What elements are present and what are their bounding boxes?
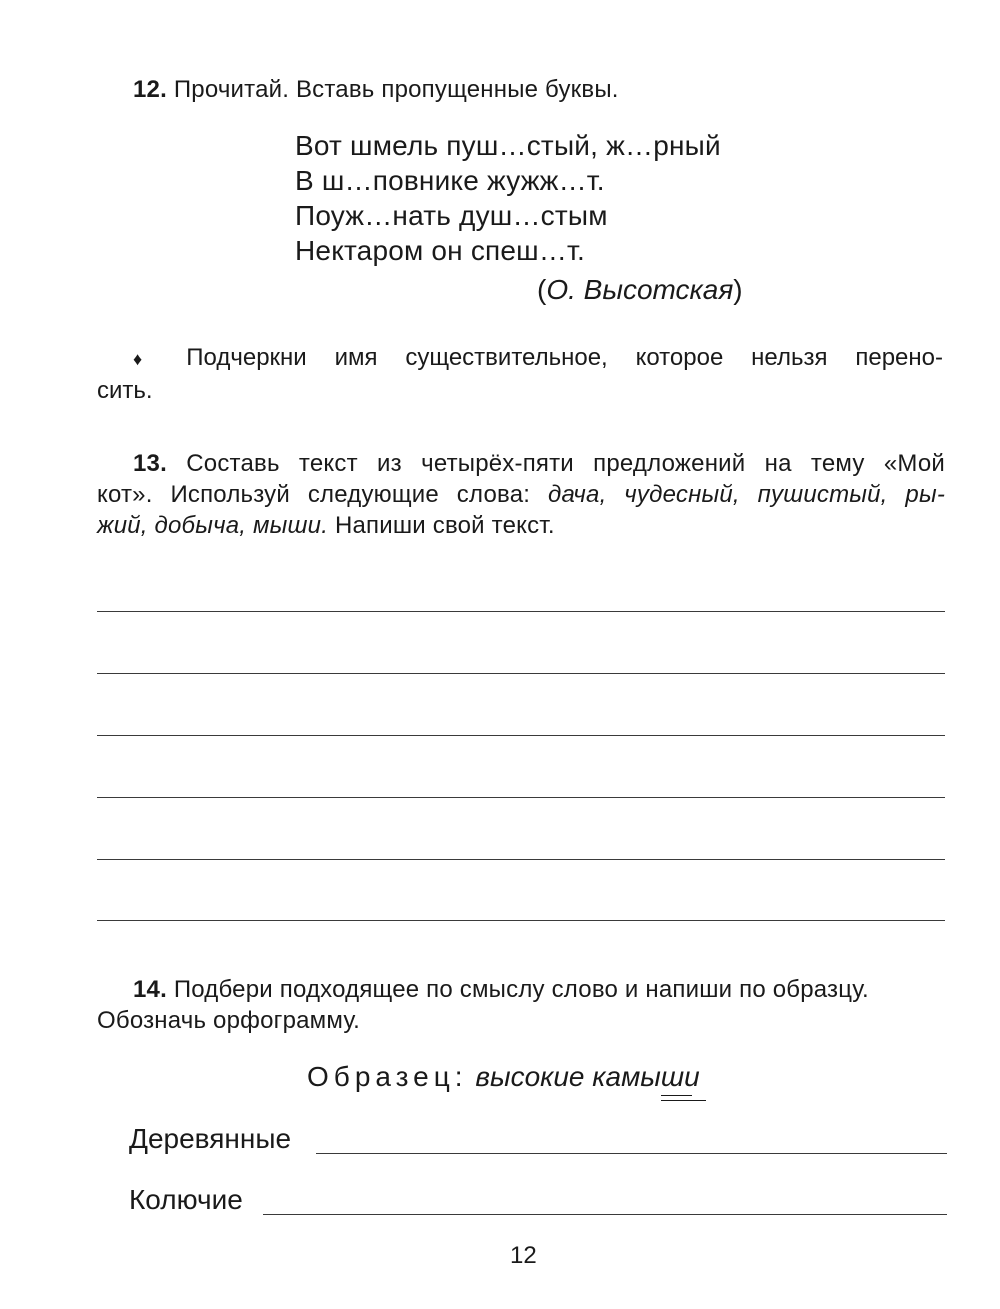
task12-subtask [97,342,943,407]
orthogram-underline [661,1095,692,1096]
writing-line[interactable] [97,859,945,860]
answer-line[interactable] [316,1153,947,1154]
writing-line[interactable] [97,797,945,798]
page-number: 12 [510,1242,537,1269]
task13-line [97,479,945,510]
diamond-bullet-icon: ♦ [133,349,159,369]
task13-number: 13. [133,450,167,477]
task14-line [97,974,957,1005]
task12-heading [133,74,619,105]
task14-text [97,974,957,1036]
fill-label-1: Деревянные [129,1123,292,1154]
task13-text [97,448,945,541]
author-close-paren: ) [733,274,743,305]
poem [295,128,721,268]
task13-words: дача, чудесный, пушистый, ры- [548,481,946,508]
poem-line: Вот шмель пуш…стый, ж…рный [295,130,721,161]
sample-label: Образец: [307,1061,468,1092]
sample-orthogram [661,1060,700,1094]
poem-author [537,272,743,307]
sample [307,1060,700,1094]
orthogram-letters: ши [660,1061,700,1092]
poem-line: В ш…повнике жужж…т. [295,165,605,196]
task12-number: 12. [133,76,167,103]
sample-word: высокие камы [475,1061,661,1092]
writing-line[interactable] [97,673,945,674]
orthogram-underline-ext [683,1100,706,1101]
author-open-paren: ( [537,274,547,305]
task13-words-cont: жий, добыча, мыши. [97,512,329,539]
author-name: О. Высотская [546,274,734,305]
task12-instruction: Прочитай. Вставь пропущенные буквы. [166,76,619,103]
task14-number: 14. [133,976,167,1003]
writing-line[interactable] [97,920,945,921]
subtask-line [133,342,943,375]
poem-line: Поуж…нать душ…стым [295,200,608,231]
task13-instruction-end: Напиши свой текст. [328,512,555,539]
poem-line: Нектаром он спеш…т. [295,235,585,266]
subtask-text: Подчеркни имя существительное, которое нельзя перено- [186,344,943,371]
answer-line[interactable] [263,1214,947,1215]
task13-line [97,448,945,479]
task13-line [97,510,945,541]
task14-line: Обозначь орфограмму. [97,1007,361,1034]
task14-instruction: Подбери подходящее по смыслу слово и напиши по образцу. [166,976,869,1003]
writing-line[interactable] [97,611,945,612]
task13-instruction: Составь текст из четырёх-пяти предложений на тему «Мой [166,450,945,477]
task13-instruction-cont: кот». Используй следующие слова: [97,481,548,508]
subtask-line: сить. [97,377,153,404]
fill-label-2: Колючие [129,1184,243,1215]
writing-line[interactable] [97,735,945,736]
